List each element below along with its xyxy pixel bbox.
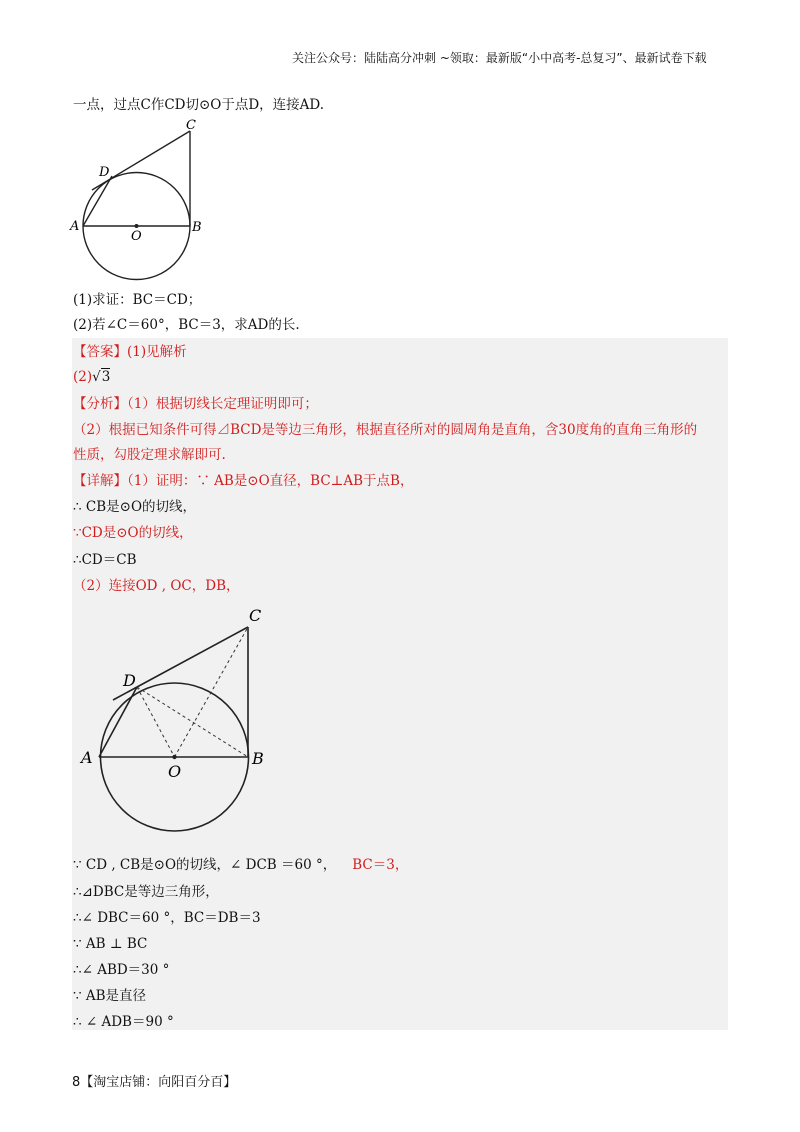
label-a-2: A bbox=[81, 748, 93, 767]
tangent-cd bbox=[102, 131, 190, 184]
step-5a: ∵ CD , CB是⊙O的切线，∠ DCB ＝60 °， bbox=[73, 857, 337, 873]
page-footer: 8【淘宝店铺：向阳百分百】 bbox=[72, 1075, 237, 1090]
step-7: ∴∠ DBC＝60 °，BC＝DB＝3 bbox=[73, 910, 261, 926]
answer-tag: 【答案】 bbox=[73, 344, 127, 360]
answer-line-2: (2)√3 bbox=[73, 369, 111, 385]
analysis-2b: 性质，勾股定理求解即可. bbox=[73, 447, 226, 463]
analysis-1: （1）根据切线长定理证明即可； bbox=[127, 396, 318, 412]
step-10: ∵ AB是直径 bbox=[73, 988, 147, 1004]
answer-2-radicand: 3 bbox=[101, 369, 111, 385]
figure-2 bbox=[76, 603, 276, 833]
step-4: （2）连接OD , OC，DB， bbox=[73, 578, 240, 594]
step-11: ∴ ∠ ADB＝90 ° bbox=[73, 1014, 174, 1030]
label-d: D bbox=[99, 165, 110, 180]
step-5b: BC＝3， bbox=[352, 857, 409, 873]
label-o-2: O bbox=[168, 762, 182, 781]
analysis-2a: （2）根据已知条件可得⊿BCD是等边三角形，根据直径所对的圆周角是直角，含30度角的直角三角形的 bbox=[73, 422, 698, 438]
answer-1: (1)见解析 bbox=[127, 344, 187, 360]
detail-line-1 bbox=[73, 472, 413, 490]
segment-od bbox=[137, 687, 175, 757]
step-3: ∴CD＝CB bbox=[73, 552, 137, 568]
question-2: (2)若∠C＝60°，BC＝3，求AD的长. bbox=[73, 317, 300, 333]
detail-tag: 【详解】 bbox=[73, 473, 127, 489]
label-b: B bbox=[192, 220, 202, 235]
label-c: C bbox=[186, 118, 196, 133]
page-header: 关注公众号：陆陆高分冲刺 ~领取：最新版“小中高考-总复习”、最新试卷下载 bbox=[292, 51, 707, 65]
segment-db bbox=[137, 687, 248, 757]
label-d-2: D bbox=[123, 671, 136, 690]
label-c-2: C bbox=[249, 606, 262, 625]
question-1: (1)求证：BC＝CD； bbox=[73, 292, 202, 308]
step-8: ∵ AB ⊥ BC bbox=[73, 936, 148, 952]
step-5 bbox=[73, 856, 408, 874]
step-9: ∴∠ ABD＝30 ° bbox=[73, 962, 170, 978]
step-1: ∴ CB是⊙O的切线， bbox=[73, 499, 197, 515]
analysis-tag: 【分析】 bbox=[73, 396, 127, 412]
detail-1: （1）证明：∵ AB是⊙O直径，BC⊥AB于点B， bbox=[127, 473, 414, 489]
step-6: ∴⊿DBC是等边三角形， bbox=[73, 884, 219, 900]
label-o: O bbox=[131, 229, 142, 244]
problem-intro: 一点，过点C作CD切⊙O于点D，连接AD. bbox=[73, 97, 325, 113]
label-a: A bbox=[70, 219, 80, 234]
segment-ad bbox=[83, 176, 112, 226]
answer-line-1 bbox=[73, 343, 187, 361]
step-2: ∵CD是⊙O的切线， bbox=[73, 525, 193, 541]
label-b-2: B bbox=[252, 749, 264, 768]
figure-1 bbox=[66, 118, 216, 283]
analysis-line-1 bbox=[73, 395, 318, 413]
center-point bbox=[135, 224, 139, 228]
answer-2-prefix: (2) bbox=[73, 369, 93, 385]
center-point-2 bbox=[172, 755, 176, 759]
